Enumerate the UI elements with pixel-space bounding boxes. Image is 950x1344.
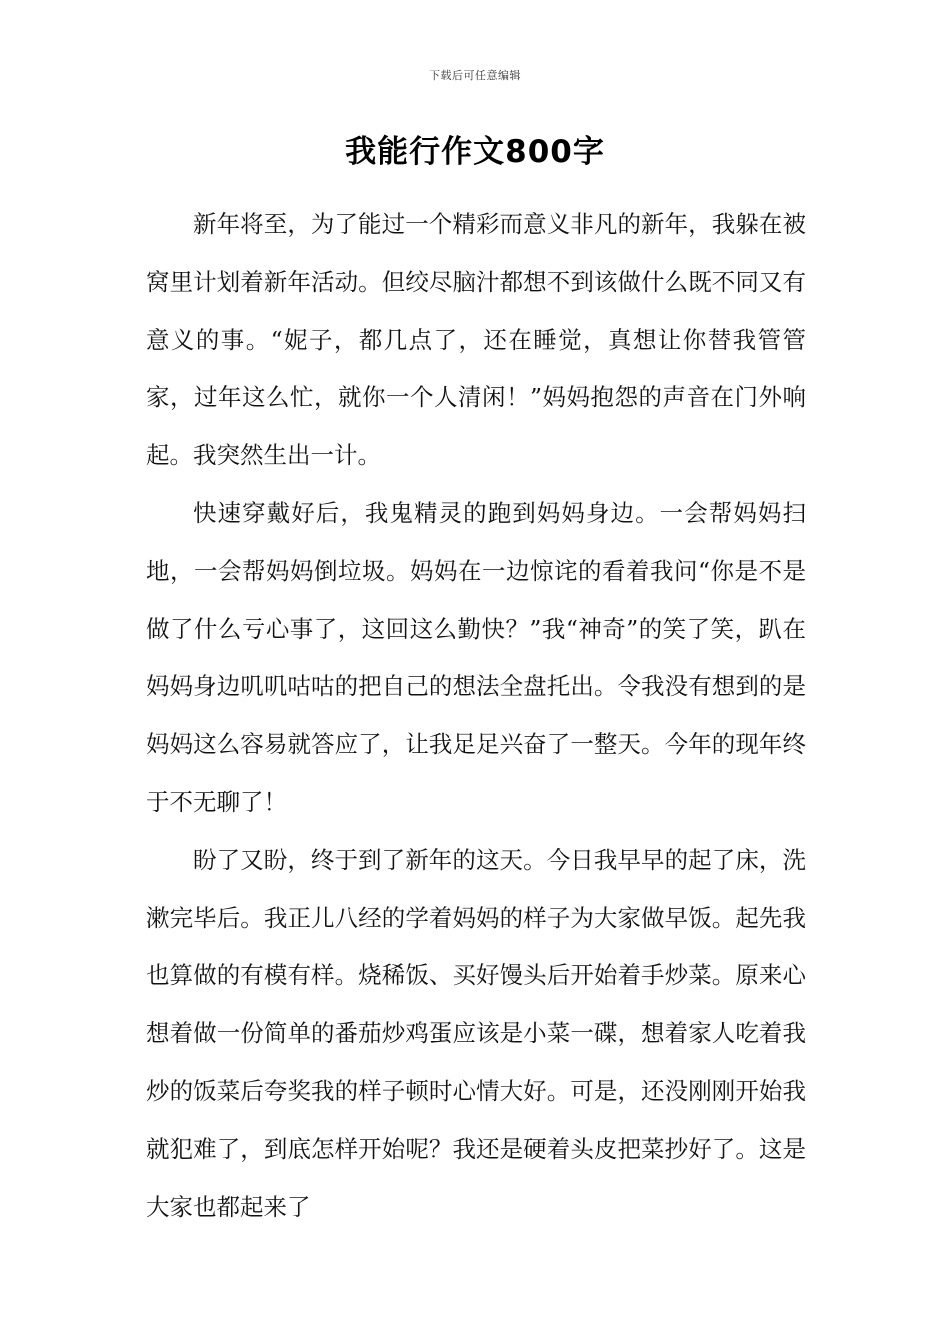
paragraph-2: 快速穿戴好后，我鬼精灵的跑到妈妈身边。一会帮妈妈扫地，一会帮妈妈倒垃圾。妈妈在一边惊诧的看着我问“你是不是做了什么亏心事了，这回这么勤快？”我“神奇”的笑了笑，趴在妈妈身边叽叽咕咕的把自己的想法全盘托出。令我没有想到的是妈妈这么容易就答应了，让我足足兴奋了一整天。今年的现年终于不无聊了！ (146, 498, 806, 816)
header-note: 下载后可任意编辑 (429, 69, 521, 82)
essay-body (146, 196, 806, 1236)
paragraph-3: 盼了又盼，终于到了新年的这天。今日我早早的起了床，洗漱完毕后。我正儿八经的学着妈妈的样子为大家做早饭。起先我也算做的有模有样。烧稀饭、买好馒头后开始着手炒菜。原来心想着做一份简单的番茄炒鸡蛋应该是小菜一碟，想着家人吃着我炒的饭菜后夸奖我的样子顿时心情大好。可是，还没刚刚开始我就犯难了，到底怎样开始呢？我还是硬着头皮把菜抄好了。这是大家也都起来了 (146, 845, 806, 1221)
page-title: 我能行作文800字 (345, 134, 605, 170)
paragraph-1: 新年将至，为了能过一个精彩而意义非凡的新年，我躲在被窝里计划着新年活动。但绞尽脑汁都想不到该做什么既不同又有意义的事。“妮子，都几点了，还在睡觉，真想让你替我管管家，过年这么忙，就你一个人清闲！”妈妈抱怨的声音在门外响起。我突然生出一计。 (146, 210, 806, 470)
